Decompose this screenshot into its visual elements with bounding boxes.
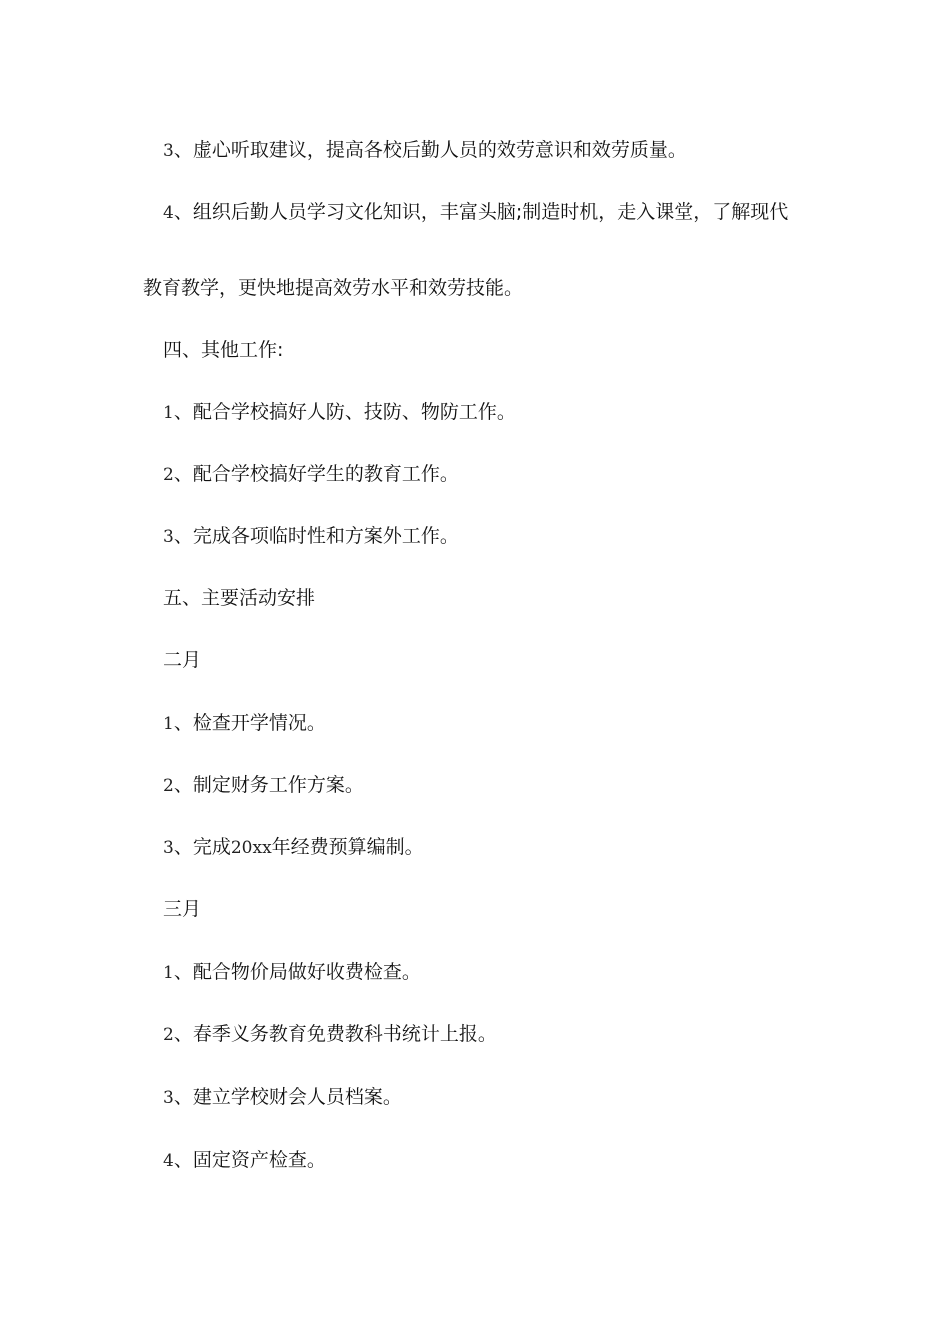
item-number: 4: [163, 203, 174, 223]
item-number: 1: [163, 714, 174, 734]
item-text: 、检查开学情况。: [173, 712, 326, 734]
item-text: 、虚心听取建议，提高各校后勤人员的效劳意识和效劳质量。: [173, 139, 687, 161]
paragraph-line: [163, 462, 459, 487]
paragraph-line: [163, 773, 364, 798]
paragraph-line: [163, 1085, 402, 1110]
paragraph-continuation: [143, 276, 523, 300]
year-text: 20xx: [230, 838, 272, 858]
month-heading: [163, 648, 201, 672]
item-text: 、配合学校搞好学生的教育工作。: [173, 463, 459, 485]
item-text: 、组织后勤人员学习文化知识，丰富头脑;制造时机，走入课堂，了解现代: [173, 201, 789, 223]
paragraph-line: [163, 400, 516, 425]
month-heading: [163, 897, 201, 921]
item-number: 2: [163, 465, 174, 485]
item-number: 2: [163, 776, 174, 796]
item-number: 3: [163, 527, 174, 547]
paragraph-line: [163, 835, 424, 860]
paragraph-line: [163, 711, 326, 736]
paragraph-line: [163, 1148, 326, 1173]
item-text: 、建立学校财会人员档案。: [173, 1086, 402, 1108]
item-text: 、配合物价局做好收费检查。: [173, 961, 421, 983]
item-text: 、配合学校搞好人防、技防、物防工作。: [173, 401, 516, 423]
paragraph-line: [163, 138, 687, 163]
item-text: 、固定资产检查。: [173, 1149, 326, 1171]
item-number: 3: [163, 1088, 174, 1108]
item-text-tail: 年经费预算编制。: [271, 836, 424, 858]
month-text: 三月: [163, 898, 202, 920]
item-text: 、春季义务教育免费教科书统计上报。: [173, 1023, 497, 1045]
heading-text: 五、主要活动安排: [163, 587, 316, 609]
section-heading: [163, 586, 315, 610]
item-number: 3: [163, 141, 174, 161]
item-number: 4: [163, 1151, 174, 1171]
item-text: 、制定财务工作方案。: [173, 774, 364, 796]
paragraph-line: [163, 524, 459, 549]
heading-text: 四、其他工作:: [163, 339, 284, 361]
item-number: 3: [163, 838, 174, 858]
item-text: 教育教学，更快地提高效劳水平和效劳技能。: [143, 277, 524, 299]
item-number: 1: [163, 963, 174, 983]
paragraph-line: [163, 960, 421, 985]
item-number: 2: [163, 1025, 174, 1045]
paragraph-line: [163, 1022, 497, 1047]
section-heading: [163, 338, 283, 362]
item-text: 、完成各项临时性和方案外工作。: [173, 525, 459, 547]
item-number: 1: [163, 403, 174, 423]
month-text: 二月: [163, 649, 202, 671]
item-text: 、完成: [173, 836, 231, 858]
paragraph-line: [163, 200, 788, 225]
